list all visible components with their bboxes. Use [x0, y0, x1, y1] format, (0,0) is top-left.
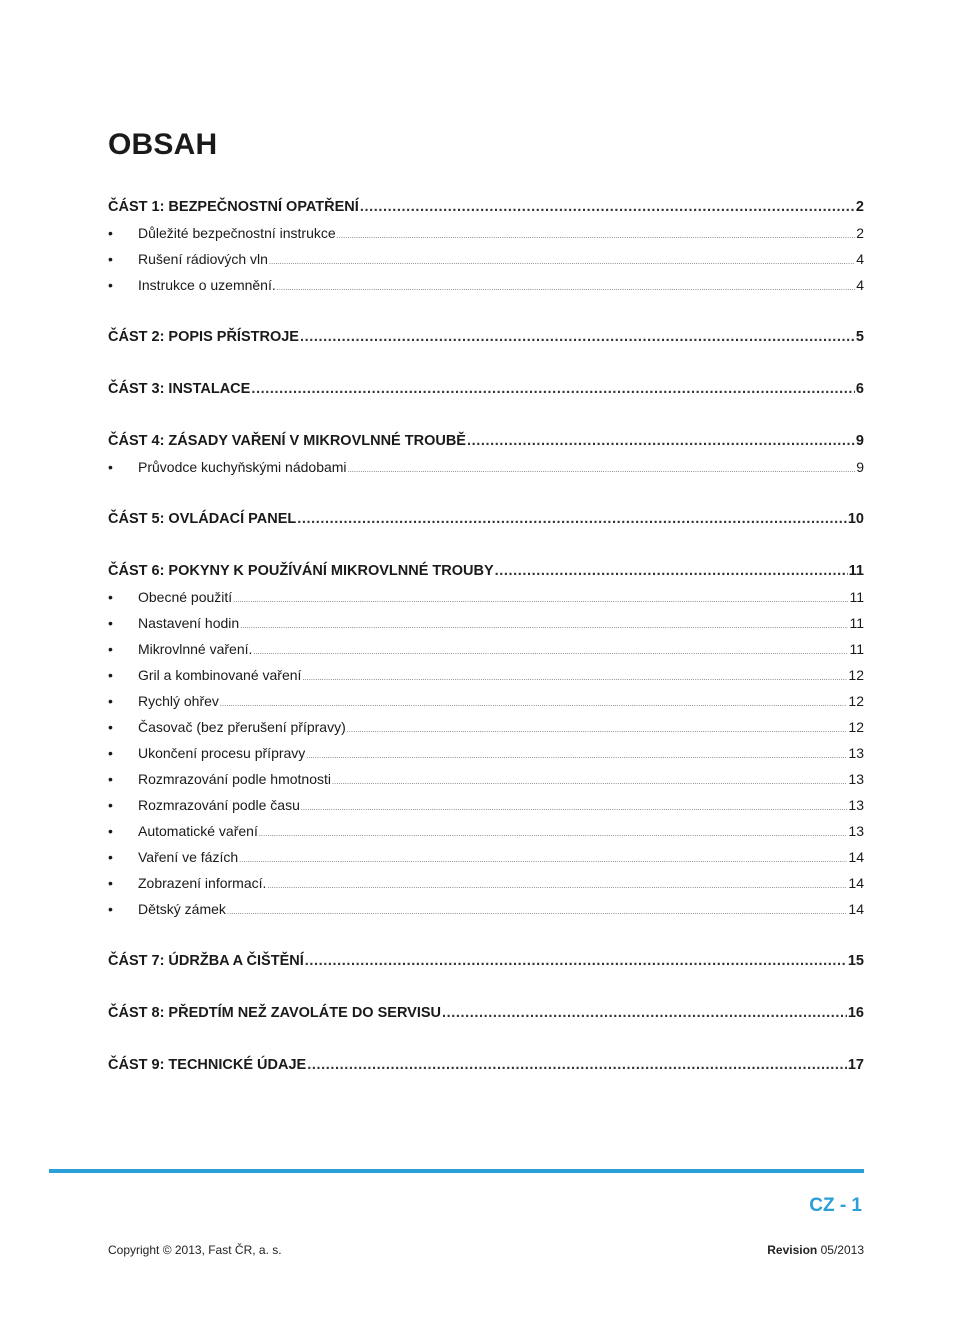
toc-subitem-title: Ukončení procesu přípravy — [138, 745, 306, 761]
section-spacer — [108, 298, 864, 324]
toc-subitem-title: Rozmrazování podle hmotnosti — [138, 771, 331, 787]
toc-subitem-title: Automatické vaření — [138, 823, 258, 839]
dot-leader — [259, 822, 848, 844]
toc-subitem-title: Rušení rádiových vln — [138, 251, 268, 267]
section-spacer — [108, 532, 864, 558]
bullet-icon: • — [108, 589, 113, 605]
toc-subitem-entry[interactable] — [108, 714, 864, 740]
dot-leader — [220, 692, 848, 714]
toc-subitem-entry[interactable] — [108, 740, 864, 766]
toc-section-title: ČÁST 1: BEZPEČNOSTNÍ OPATŘENÍ — [108, 199, 359, 215]
dot-leader — [467, 428, 855, 454]
dot-leader — [301, 796, 848, 818]
toc-page-number: 15 — [847, 953, 864, 969]
bullet-icon: • — [108, 797, 113, 813]
toc-section-entry[interactable] — [108, 1052, 864, 1078]
bullet-icon: • — [108, 251, 113, 267]
page-number: CZ - 1 — [809, 1195, 862, 1216]
toc-page-number: 14 — [848, 849, 864, 865]
dot-leader — [360, 194, 855, 220]
dot-leader — [239, 848, 847, 870]
toc-section-entry[interactable] — [108, 558, 864, 584]
dot-leader — [269, 250, 855, 272]
copyright-notice: Copyright © 2013, Fast ČR, a. s. — [108, 1243, 282, 1257]
dot-leader — [307, 1052, 847, 1078]
toc-section-entry[interactable] — [108, 194, 864, 220]
toc-subitem-entry[interactable] — [108, 610, 864, 636]
bullet-icon: • — [108, 745, 113, 761]
section-spacer — [108, 350, 864, 376]
revision-value: 05/2013 — [820, 1243, 864, 1257]
toc-subitem-entry[interactable] — [108, 688, 864, 714]
toc-section-title: ČÁST 5: OVLÁDACÍ PANEL — [108, 511, 297, 527]
toc-section-title: ČÁST 3: INSTALACE — [108, 381, 251, 397]
bullet-icon: • — [108, 615, 113, 631]
toc-page-number: 11 — [848, 563, 864, 579]
toc-page-number: 4 — [856, 277, 864, 293]
bullet-icon: • — [108, 667, 113, 683]
bullet-icon: • — [108, 901, 113, 917]
dot-leader — [267, 874, 847, 896]
bullet-icon: • — [108, 693, 113, 709]
dot-leader — [302, 666, 847, 688]
toc-subitem-title: Nastavení hodin — [138, 615, 240, 631]
revision-info — [767, 1243, 864, 1257]
bullet-icon: • — [108, 719, 113, 735]
toc-page-number: 11 — [849, 589, 864, 605]
toc-subitem-entry[interactable] — [108, 844, 864, 870]
toc-subitem-title: Instrukce o uzemnění. — [138, 277, 276, 293]
toc-page-number: 11 — [849, 641, 864, 657]
toc-subitem-title: Obecné použití — [138, 589, 233, 605]
toc-subitem-entry[interactable] — [108, 272, 864, 298]
dot-leader — [347, 718, 848, 740]
bullet-icon: • — [108, 277, 113, 293]
footer-divider — [49, 1169, 864, 1173]
toc-section-title: ČÁST 4: ZÁSADY VAŘENÍ V MIKROVLNNÉ TROUBĚ — [108, 433, 466, 449]
toc-subitem-entry[interactable] — [108, 792, 864, 818]
dot-leader — [306, 744, 847, 766]
toc-page-number: 14 — [848, 875, 864, 891]
toc-page-number: 13 — [848, 745, 864, 761]
toc-subitem-title: Zobrazení informací. — [138, 875, 267, 891]
toc-subitem-title: Důležité bezpečnostní instrukce — [138, 225, 336, 241]
toc-page-number: 6 — [855, 381, 864, 397]
toc-page-number: 4 — [856, 251, 864, 267]
bullet-icon: • — [108, 849, 113, 865]
toc-subitem-entry[interactable] — [108, 220, 864, 246]
toc-page-number: 13 — [848, 823, 864, 839]
toc-subitem-title: Rychlý ohřev — [138, 693, 219, 709]
dot-leader — [253, 640, 848, 662]
dot-leader — [332, 770, 847, 792]
dot-leader — [348, 458, 856, 480]
toc-page-number: 2 — [855, 199, 864, 215]
toc-subitem-entry[interactable] — [108, 662, 864, 688]
table-of-contents — [108, 194, 864, 1078]
toc-subitem-title: Vaření ve fázích — [138, 849, 239, 865]
toc-section-title: ČÁST 2: POPIS PŘÍSTROJE — [108, 329, 299, 345]
toc-subitem-title: Rozmrazování podle času — [138, 797, 300, 813]
bullet-icon: • — [108, 875, 113, 891]
section-spacer — [108, 1026, 864, 1052]
revision-label: Revision — [767, 1243, 818, 1257]
dot-leader — [240, 614, 848, 636]
toc-page-number: 12 — [848, 719, 864, 735]
toc-subitem-title: Průvodce kuchyňskými nádobami — [138, 459, 347, 475]
toc-subitem-entry[interactable] — [108, 584, 864, 610]
dot-leader — [277, 276, 855, 298]
toc-page-number: 13 — [848, 797, 864, 813]
dot-leader — [305, 948, 847, 974]
toc-section-title: ČÁST 9: TECHNICKÉ ÚDAJE — [108, 1057, 307, 1073]
toc-subitem-entry[interactable] — [108, 896, 864, 922]
toc-subitem-title: Časovač (bez přerušení přípravy) — [138, 719, 346, 735]
dot-leader — [495, 558, 848, 584]
toc-subitem-entry[interactable] — [108, 870, 864, 896]
toc-section-entry[interactable] — [108, 428, 864, 454]
toc-section-entry[interactable] — [108, 1000, 864, 1026]
toc-page-number: 14 — [848, 901, 864, 917]
toc-subitem-entry[interactable] — [108, 818, 864, 844]
toc-page-number: 9 — [856, 459, 864, 475]
toc-page-number: 10 — [847, 511, 864, 527]
bullet-icon: • — [108, 459, 113, 475]
dot-leader — [337, 224, 856, 246]
toc-section-title: ČÁST 6: POKYNY K POUŽÍVÁNÍ MIKROVLNNÉ TROUBY — [108, 563, 494, 579]
section-spacer — [108, 922, 864, 948]
toc-page-number: 5 — [855, 329, 864, 345]
toc-subitem-title: Dětský zámek — [138, 901, 226, 917]
dot-leader — [251, 376, 855, 402]
dot-leader — [227, 900, 848, 922]
toc-subitem-entry[interactable] — [108, 246, 864, 272]
bullet-icon: • — [108, 823, 113, 839]
page-title: OBSAH — [108, 128, 218, 161]
dot-leader — [233, 588, 848, 610]
bullet-icon: • — [108, 771, 113, 787]
toc-subitem-title: Gril a kombinované vaření — [138, 667, 302, 683]
dot-leader — [300, 324, 855, 350]
dot-leader — [442, 1000, 847, 1026]
toc-subitem-entry[interactable] — [108, 636, 864, 662]
dot-leader — [297, 506, 847, 532]
toc-page-number: 12 — [848, 667, 864, 683]
toc-subitem-title: Mikrovlnné vaření. — [138, 641, 253, 657]
toc-section-entry[interactable] — [108, 506, 864, 532]
bullet-icon: • — [108, 641, 113, 657]
toc-page-number: 9 — [855, 433, 864, 449]
bullet-icon: • — [108, 225, 113, 241]
toc-section-entry[interactable] — [108, 376, 864, 402]
toc-page-number: 11 — [849, 615, 864, 631]
toc-subitem-entry[interactable] — [108, 766, 864, 792]
section-spacer — [108, 480, 864, 506]
toc-page-number: 2 — [856, 225, 864, 241]
toc-section-title: ČÁST 8: PŘEDTÍM NEŽ ZAVOLÁTE DO SERVISU — [108, 1005, 441, 1021]
toc-section-entry[interactable] — [108, 948, 864, 974]
toc-page-number: 16 — [847, 1005, 864, 1021]
toc-subitem-entry[interactable] — [108, 454, 864, 480]
section-spacer — [108, 974, 864, 1000]
toc-section-entry[interactable] — [108, 324, 864, 350]
toc-section-title: ČÁST 7: ÚDRŽBA A ČIŠTĚNÍ — [108, 953, 304, 969]
toc-page-number: 17 — [847, 1057, 864, 1073]
toc-page-number: 13 — [848, 771, 864, 787]
toc-page-number: 12 — [848, 693, 864, 709]
section-spacer — [108, 402, 864, 428]
